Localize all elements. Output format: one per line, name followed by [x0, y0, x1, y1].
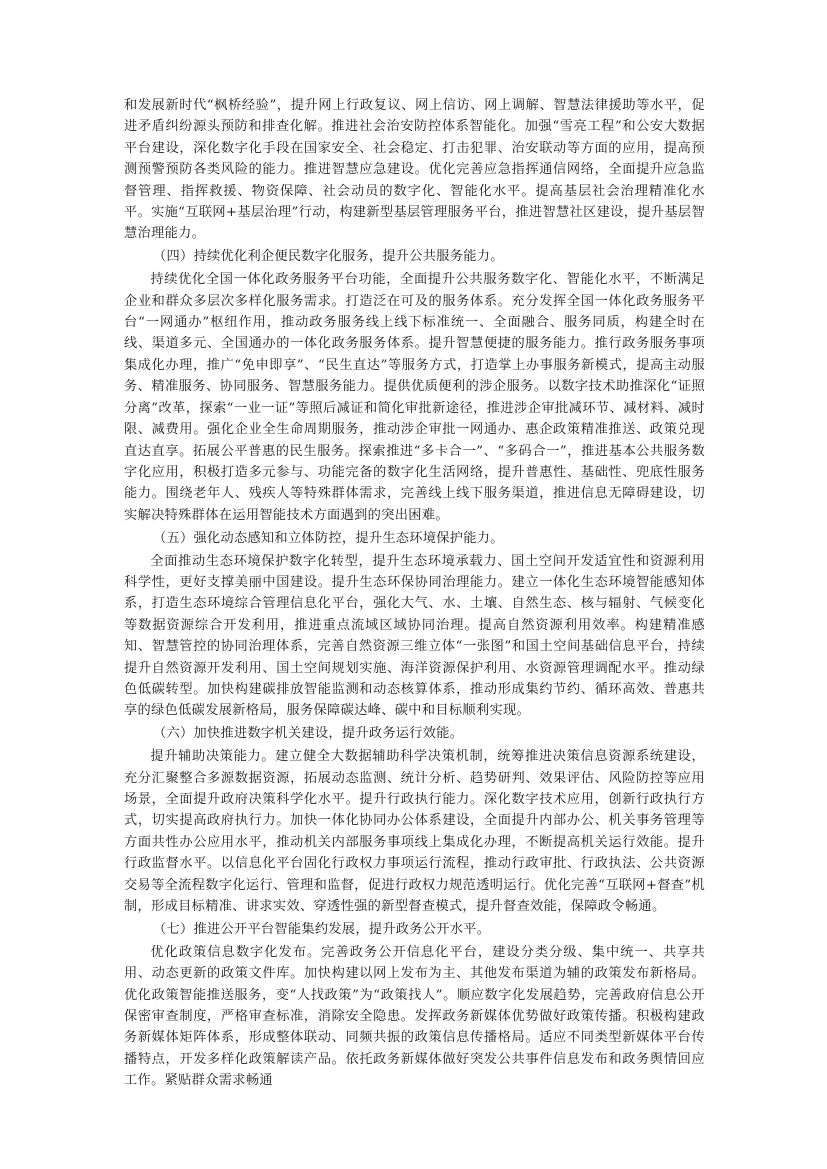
paragraph-section-6: 提升辅助决策能力。建立健全大数据辅助科学决策机制，统筹推进决策信息资源系统建设，充分汇聚整合多源数据资源，拓展动态监测、统计分析、趋势研判、效果评估、风险防控等应用场景，全面提升政府决策科学化水平。提升行政执行能力。深化数字技术应用，创新行政执行方式，切实提高政府执行力。加快一体化协同办公体系建设，全面提升内部办公、机关事务管理等方面共性办公应用水平，推动机关内部服务事项线上集成化办理，不断提高机关运行效能。提升行政监督水平。以信息化平台固化行政权力事项运行流程，推动行政审批、行政执法、公共资源交易等全流程数字化运行、管理和监督，促进行政权力规范透明运行。优化完善“互联网+督查”机制，形成目标精准、讲求实效、穿透性强的新型督查模式，提升督查效能，保障政令畅通。 [124, 749, 705, 915]
paragraph-section-7: 优化政策信息数字化发布。完善政务公开信息化平台，建设分类分级、集中统一、共享共用、动态更新的政策文件库。加快构建以网上发布为主、其他发布渠道为辅的政策发布新格局。优化政策智能推送服务，变“人找政策”为“政策找人”。顺应数字化发展趋势，完善政府信息公开保密审查制度，严格审查标准，消除安全隐患。发挥政务新媒体优势做好政策传播。积极构建政务新媒体矩阵体系，形成整体联动、同频共振的政策信息传播格局。适应不同类型新媒体平台传播特点，开发多样化政策解读产品。依托政务新媒体做好突发公共事件信息发布和政务舆情回应工作。紧贴群众需求畅通 [124, 944, 705, 1089]
section-heading-7: （七）推进公开平台智能集约发展，提升政务公开水平。 [153, 921, 491, 937]
section-heading-4: （四）持续优化利企便民数字化服务，提升公共服务能力。 [153, 249, 504, 265]
paragraph-section-4: 持续优化全国一体化政务服务平台功能，全面提升公共服务数字化、智能化水平，不断满足企业和群众多层次多样化服务需求。打造泛在可及的服务体系。充分发挥全国一体化政务服务平台“一网通办”枢纽作用，推动政务服务线上线下标准统一、全面融合、服务同质，构建全时在线、渠道多元、全国通办的一体化政务服务体系。提升智慧便捷的服务能力。推行政务服务事项集成化办理，推广“免申即享”、“民生直达”等服务方式，打造掌上办事服务新模式，提高主动服务、精准服务、协同服务、智慧服务能力。提供优质便利的涉企服务。以数字技术助推深化“证照分离”改革，探索“一业一证”等照后减证和简化审批新途径，推进涉企审批减环节、减材料、减时限、减费用。强化企业全生命周期服务，推动涉企审批一网通办、惠企政策精准推送、政策兑现直达直享。拓展公平普惠的民生服务。探索推进“多卡合一”、“多码合一”，推进基本公共服务数字化应用，积极打造多元参与、功能完备的数字化生活网络，提升普惠性、基础性、兜底性服务能力。围绕老年人、残疾人等特殊群体需求，完善线上线下服务渠道，推进信息无障碍建设，切实解决特殊群体在运用智能技术方面遇到的突出困难。 [124, 272, 705, 523]
paragraph-continuation: 和发展新时代“枫桥经验”，提升网上行政复议、网上信访、网上调解、智慧法律援助等水平，促进矛盾纠纷源头预防和排查化解。推进社会治安防控体系智能化。加强“雪亮工程”和公安大数据平台建设，深化数字化手段在国家安全、社会稳定、打击犯罪、治安联动等方面的应用，提高预测预警预防各类风险的能力。推进智慧应急建设。优化完善应急指挥通信网络，全面提升应急监督管理、指挥救援、物资保障、社会动员的数字化、智能化水平。提高基层社会治理精准化水平。实施“互联网+基层治理”行动，构建新型基层管理服务平台，推进智慧社区建设，提升基层智慧治理能力。 [124, 98, 705, 242]
paragraph-section-5: 全面推动生态环境保护数字化转型，提升生态环境承载力、国土空间开发适宜性和资源利用科学性，更好支撑美丽中国建设。提升生态环保协同治理能力。建立一体化生态环境智能感知体系，打造生态环境综合管理信息化平台，强化大气、水、土壤、自然生态、核与辐射、气候变化等数据资源综合开发利用，推进重点流域区域协同治理。提高自然资源利用效率。构建精准感知、智慧管控的协同治理体系，完善自然资源三维立体“一张图”和国土空间基础信息平台，持续提升自然资源开发利用、国土空间规划实施、海洋资源保护利用、水资源管理调配水平。推动绿色低碳转型。加快构建碳排放智能监测和动态核算体系，推动形成集约节约、循环高效、普惠共享的绿色低碳发展新格局，服务保障碳达峰、碳中和目标顺利实现。 [124, 553, 705, 719]
section-heading-5: （五）强化动态感知和立体防控，提升生态环境保护能力。 [153, 530, 504, 546]
document-page [124, 95, 705, 1093]
section-heading-6: （六）加快推进数字机关建设，提升政务运行效能。 [153, 726, 464, 742]
